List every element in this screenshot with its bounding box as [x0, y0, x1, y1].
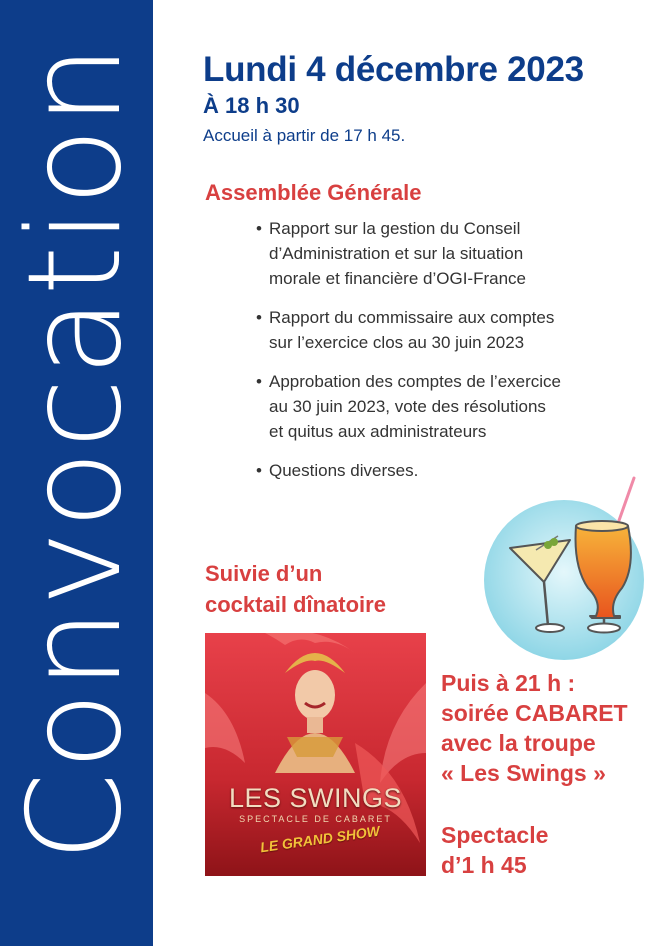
poster-title: LES SWINGS — [228, 783, 403, 813]
poster-badge: LE GRAND SHOW — [259, 822, 381, 856]
duration-line: Spectacle — [441, 822, 549, 848]
sidebar-title: Convocation — [1, 42, 150, 862]
agenda-list — [256, 216, 641, 497]
cabaret-poster — [205, 633, 426, 876]
cocktail-glasses-icon — [478, 476, 654, 662]
agenda-item-line: d’Administration et sur la situation — [269, 244, 524, 263]
show-line: Puis à 21 h : — [441, 670, 576, 696]
show-duration — [441, 820, 661, 880]
cocktail-line: cocktail dînatoire — [205, 592, 386, 617]
agenda-item-line: Approbation des comptes de l’exercice — [269, 372, 561, 391]
section-title-assembly: Assemblée Générale — [205, 180, 422, 205]
sidebar-banner — [0, 0, 153, 946]
event-date: Lundi 4 décembre 2023 — [203, 50, 584, 89]
agenda-item — [256, 369, 641, 444]
cocktail-heading — [205, 558, 465, 620]
agenda-item-line: et quitus aux administrateurs — [269, 422, 487, 441]
agenda-item-line: au 30 juin 2023, vote des résolutions — [269, 397, 546, 416]
agenda-item — [256, 216, 641, 291]
agenda-item-line: Questions diverses. — [269, 461, 419, 480]
agenda-item — [256, 305, 641, 355]
show-line: avec la troupe — [441, 730, 596, 756]
event-time: À 18 h 30 — [203, 93, 300, 118]
welcome-time: Accueil à partir de 17 h 45. — [203, 126, 406, 145]
agenda-item-line: morale et financière d’OGI-France — [269, 269, 526, 288]
duration-line: d’1 h 45 — [441, 852, 527, 878]
show-line: soirée CABARET — [441, 700, 628, 726]
show-line: « Les Swings » — [441, 760, 606, 786]
agenda-item-line: Rapport du commissaire aux comptes — [269, 308, 555, 327]
cocktail-line: Suivie d’un — [205, 561, 323, 586]
show-info — [441, 668, 665, 788]
agenda-item-line: sur l’exercice clos au 30 juin 2023 — [269, 333, 525, 352]
agenda-item-line: Rapport sur la gestion du Conseil — [269, 219, 521, 238]
poster-subtitle: SPECTACLE DE CABARET — [239, 814, 392, 824]
